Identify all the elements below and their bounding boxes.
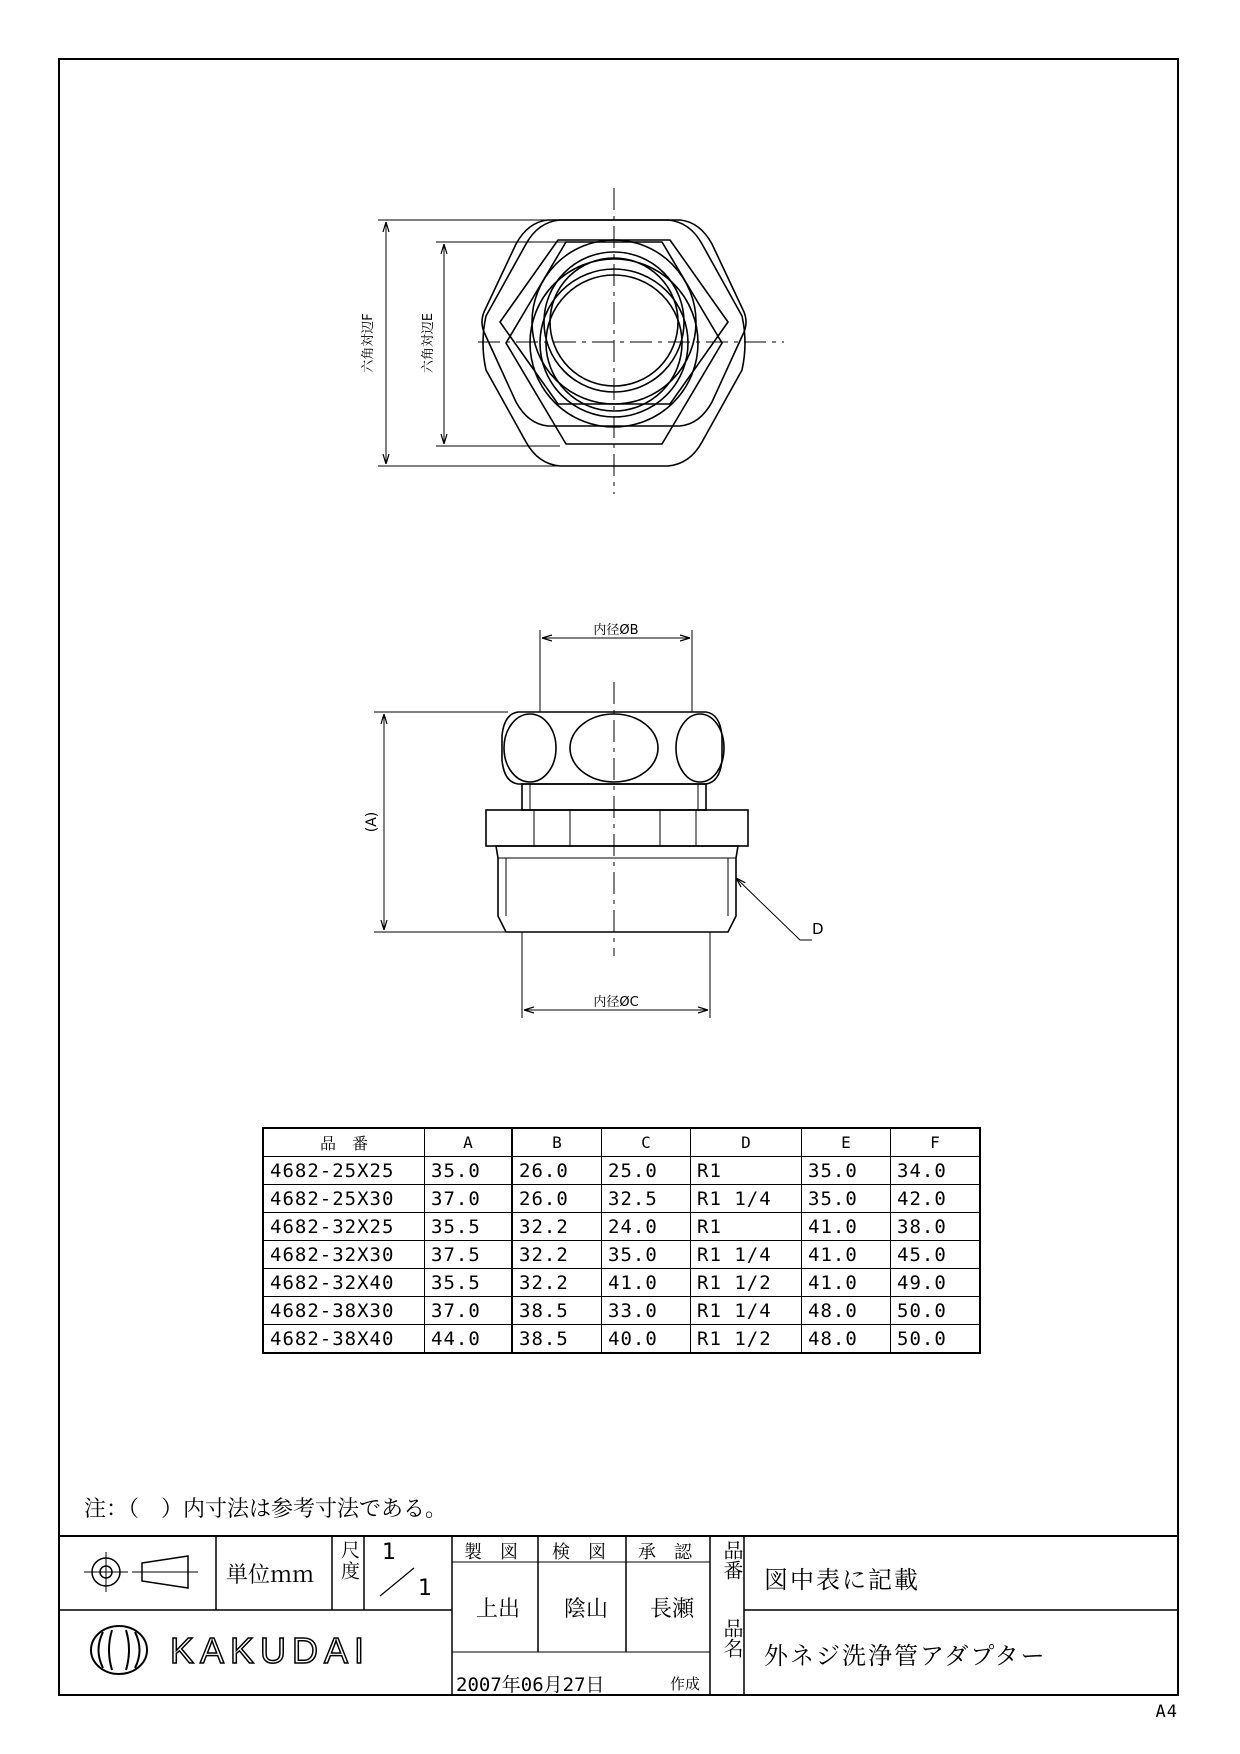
part-name-label: 品名	[720, 1618, 744, 1658]
cell-c: 25.0	[602, 1157, 691, 1185]
part-no-value: 図中表に記載	[764, 1566, 920, 1594]
header-c: C	[602, 1128, 691, 1157]
nut-flat-left	[504, 714, 556, 782]
approved-by-name: 長瀬	[650, 1597, 695, 1622]
cell-f: 42.0	[891, 1185, 981, 1213]
scale-label: 尺度	[338, 1540, 360, 1582]
created-label: 作成	[670, 1675, 701, 1693]
cell-c: 40.0	[602, 1325, 691, 1354]
cell-b: 26.0	[512, 1157, 602, 1185]
hex-flange	[486, 810, 748, 846]
cell-e: 41.0	[802, 1241, 891, 1269]
cell-part-no: 4682-32X30	[263, 1241, 425, 1269]
cell-part-no: 4682-38X40	[263, 1325, 425, 1354]
nut-body	[502, 712, 722, 784]
cell-c: 41.0	[602, 1269, 691, 1297]
cell-d: R1	[691, 1157, 802, 1185]
header-d: D	[691, 1128, 802, 1157]
cell-d: R1 1/4	[691, 1241, 802, 1269]
part-no-label: 品番	[720, 1540, 744, 1580]
cell-e: 48.0	[802, 1325, 891, 1354]
created-date: 2007年06月27日	[456, 1674, 605, 1696]
table-row	[263, 1325, 980, 1354]
cell-c: 32.5	[602, 1185, 691, 1213]
cell-d: R1 1/2	[691, 1269, 802, 1297]
cell-part-no: 4682-25X25	[263, 1157, 425, 1185]
checked-by-name: 陰山	[564, 1597, 609, 1622]
spec-table	[262, 1127, 981, 1354]
cell-a: 35.5	[425, 1213, 513, 1241]
side-view	[374, 630, 812, 1018]
table-row	[263, 1213, 980, 1241]
approved-by-label: 承 認	[638, 1542, 692, 1563]
unit-label: 単位ｍｍ	[226, 1563, 315, 1588]
cell-a: 35.0	[425, 1157, 513, 1185]
cell-part-no: 4682-32X40	[263, 1269, 425, 1297]
cell-e: 35.0	[802, 1157, 891, 1185]
cell-c: 33.0	[602, 1297, 691, 1325]
bore-c-label: 内径ØC	[593, 995, 639, 1010]
cell-b: 26.0	[512, 1185, 602, 1213]
table-row	[263, 1269, 980, 1297]
cell-c: 24.0	[602, 1213, 691, 1241]
title-block	[58, 1536, 1179, 1696]
table-row	[263, 1297, 980, 1325]
table-row	[263, 1157, 980, 1185]
cell-part-no: 4682-38X30	[263, 1297, 425, 1325]
cell-d: R1 1/2	[691, 1325, 802, 1354]
bore-b-label: 内径ØB	[593, 623, 639, 638]
header-a: A	[425, 1128, 513, 1157]
header-b: B	[512, 1128, 602, 1157]
cell-e: 35.0	[802, 1185, 891, 1213]
top-view	[378, 188, 784, 494]
cell-e: 48.0	[802, 1297, 891, 1325]
cell-f: 50.0	[891, 1325, 981, 1354]
cell-a: 37.0	[425, 1297, 513, 1325]
cell-f: 38.0	[891, 1213, 981, 1241]
made-by-name: 上出	[476, 1597, 521, 1622]
cell-b: 32.2	[512, 1213, 602, 1241]
hex-f-label: 六角対辺F	[361, 313, 376, 373]
cell-part-no: 4682-25X30	[263, 1185, 425, 1213]
cell-b: 32.2	[512, 1269, 602, 1297]
cell-f: 45.0	[891, 1241, 981, 1269]
header-part-no: 品 番	[263, 1128, 425, 1157]
cell-a: 35.5	[425, 1269, 513, 1297]
header-e: E	[802, 1128, 891, 1157]
reference-dimension-note: 注：（ ）内寸法は参考寸法である。	[84, 1497, 448, 1522]
cell-b: 38.5	[512, 1297, 602, 1325]
cell-b: 38.5	[512, 1325, 602, 1354]
made-by-label: 製 図	[464, 1542, 518, 1563]
checked-by-label: 検 図	[552, 1542, 606, 1563]
cell-f: 50.0	[891, 1297, 981, 1325]
scale-denominator: 1	[418, 1576, 432, 1601]
cell-e: 41.0	[802, 1269, 891, 1297]
cell-b: 32.2	[512, 1241, 602, 1269]
paper-size-label: A4	[1155, 1702, 1178, 1722]
cell-d: R1	[691, 1213, 802, 1241]
header-f: F	[891, 1128, 981, 1157]
cell-d: R1 1/4	[691, 1185, 802, 1213]
part-name-value: 外ネジ洗浄管アダプター	[764, 1642, 1047, 1670]
cell-part-no: 4682-32X25	[263, 1213, 425, 1241]
scale-numerator: 1	[382, 1540, 396, 1565]
cell-a: 44.0	[425, 1325, 513, 1354]
cell-f: 49.0	[891, 1269, 981, 1297]
cell-e: 41.0	[802, 1213, 891, 1241]
cell-d: R1 1/4	[691, 1297, 802, 1325]
cell-a: 37.0	[425, 1185, 513, 1213]
nut-flat-right	[676, 714, 724, 782]
table-header-row	[263, 1128, 980, 1157]
cell-c: 35.0	[602, 1241, 691, 1269]
company-name: KAKUDAI	[170, 1630, 371, 1671]
table-row	[263, 1241, 980, 1269]
hex-e-label: 六角対辺E	[421, 312, 436, 374]
thread-d-label: D	[812, 920, 824, 938]
leader-d	[736, 878, 812, 940]
cell-a: 37.5	[425, 1241, 513, 1269]
cell-f: 34.0	[891, 1157, 981, 1185]
length-a-label: (A)	[364, 811, 380, 833]
table-row	[263, 1185, 980, 1213]
threaded-body	[496, 846, 738, 932]
